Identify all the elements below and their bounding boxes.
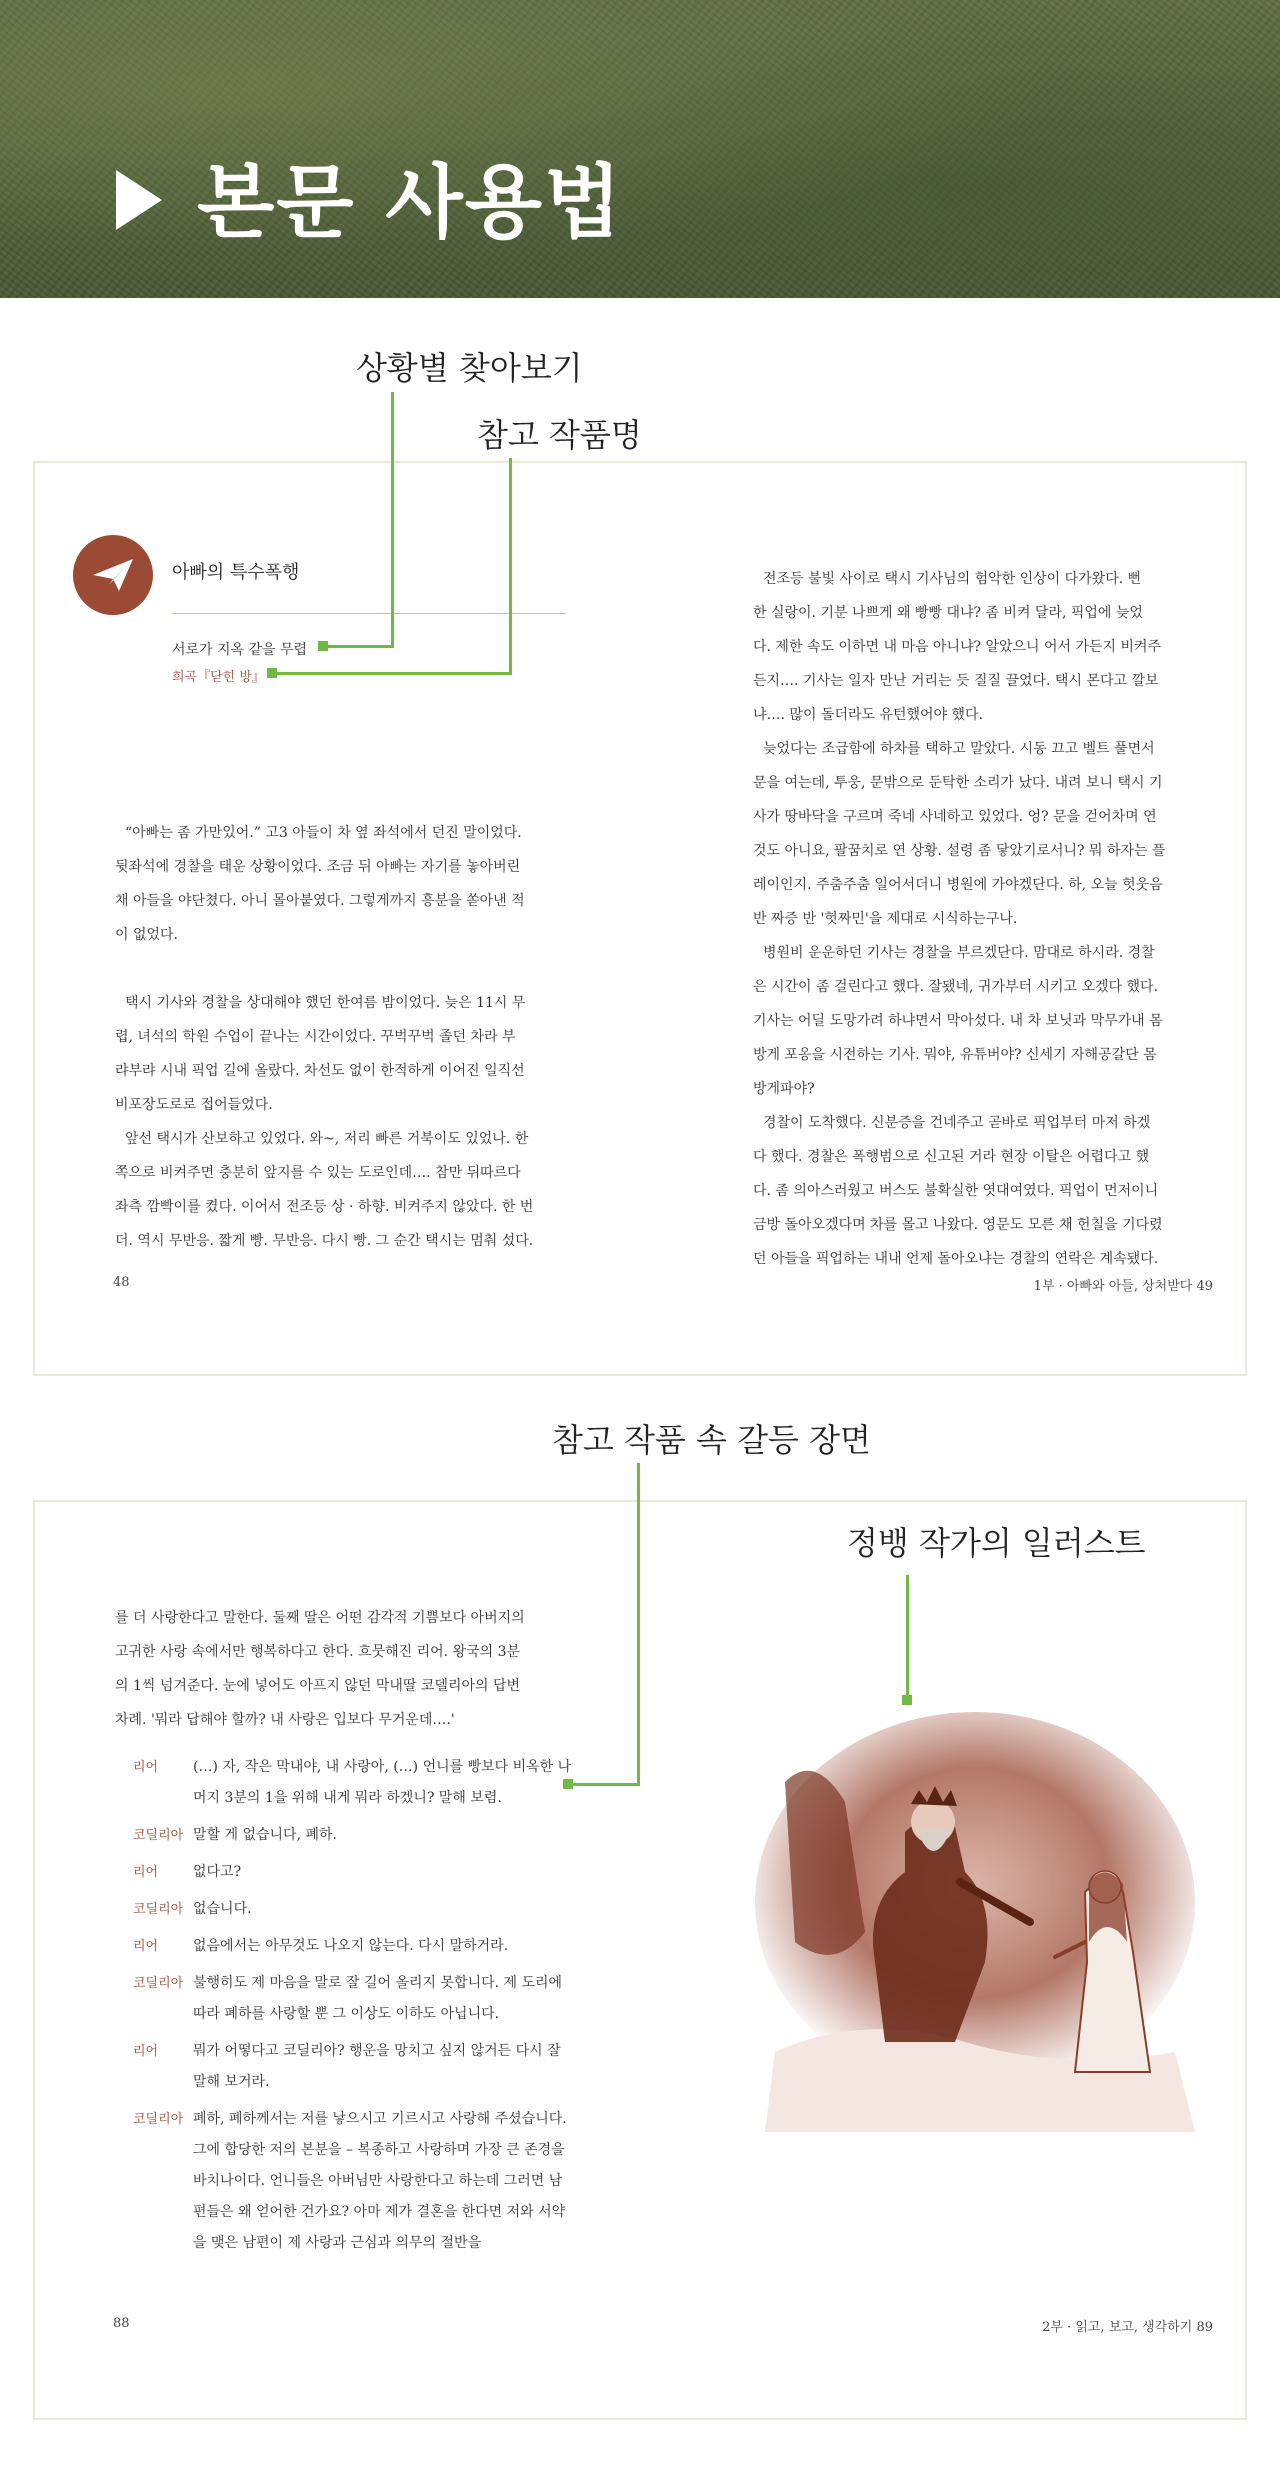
connector-dot <box>318 641 328 651</box>
text-line: “아빠는 좀 가만있어.” 고3 아들이 차 옆 좌석에서 던진 말이었다. <box>125 825 522 841</box>
text-line: 다. 좀 의아스러웠고 버스도 불확실한 엿대여였다. 픽업이 먼저이니 <box>753 1183 1159 1199</box>
dialogue-text: 불행히도 제 마음을 말로 잘 길어 올리지 못합니다. 제 도리에 따라 폐하를 사랑할 뿐 그 이상도 이하도 아닙니다. <box>193 1975 563 2022</box>
dialogue-line <box>133 1931 573 1962</box>
speaker-name: 리어 <box>133 1865 159 1880</box>
speaker-name: 코딜리아 <box>133 1976 184 1991</box>
text-line: 고귀한 사랑 속에서만 행복하다고 한다. 흐뭇해진 리어. 왕국의 3분 <box>115 1644 521 1660</box>
text-line: 한 실랑이. 기분 나쁘게 왜 빵빵 대냐? 좀 비켜 달라, 픽업에 늦었 <box>753 605 1143 621</box>
dialogue-line <box>133 2036 573 2098</box>
intro-text <box>115 1601 575 1737</box>
speaker-name: 리어 <box>133 1760 159 1775</box>
page-number-right: 2부 · 읽고, 보고, 생각하기 89 <box>1042 2320 1213 2335</box>
text-line: 좌측 깜빡이를 켰다. 이어서 전조등 상 · 하향. 비켜주지 않았다. 한 번 <box>115 1199 534 1215</box>
connector-line <box>277 672 512 675</box>
connector-line <box>509 458 512 675</box>
dialogue-line <box>133 2104 573 2259</box>
dialogue-text: 없다고? <box>193 1864 242 1880</box>
text-line: 다. 제한 속도 이하면 내 마음 아니냐? 알았으니 어서 가든지 비켜주 <box>753 639 1162 655</box>
callout-situation: 상황별 찾아보기 <box>356 349 583 387</box>
speaker-name: 코딜리아 <box>133 2112 184 2127</box>
connector-dot <box>267 668 277 678</box>
play-triangle-icon <box>116 170 162 230</box>
connector-line <box>327 645 394 648</box>
text-line: 전조등 불빛 사이로 택시 기사님의 험악한 인상이 다가왔다. 뻔 <box>763 571 1142 587</box>
dialogue-line <box>133 1820 573 1851</box>
speaker-name: 코딜리아 <box>133 1902 184 1917</box>
text-line: 병원비 운운하던 기사는 경찰을 부르겠단다. 맘대로 하시라. 경찰 <box>763 945 1155 961</box>
dialogue-line <box>133 1752 573 1814</box>
right-page-text <box>753 562 1213 1276</box>
text-line: 기사는 어딜 도망가려 하냐면서 막아섰다. 내 차 보닛과 막무가내 몸 <box>753 1013 1163 1029</box>
divider <box>172 613 566 614</box>
text-line: 금방 돌아오겠다며 차를 몰고 나왔다. 영문도 모른 채 헌칠을 기다렸 <box>753 1217 1163 1233</box>
text-line: 랴부랴 시내 픽업 길에 올랐다. 차선도 없이 한적하게 이어진 일직선 <box>115 1063 525 1079</box>
play-dialogue <box>133 1752 573 2265</box>
reference-title-label: 희곡『닫힌 방』 <box>172 670 265 685</box>
text-line: 비포장도로로 접어들었다. <box>115 1097 273 1113</box>
callout-illustrator: 정뱅 작가의 일러스트 <box>847 1524 1146 1562</box>
text-line: 차례. '뭐라 답해야 할까? 내 사랑은 입보다 무거운데….' <box>115 1712 455 1728</box>
book-spread-1 <box>33 461 1247 1376</box>
connector-line <box>906 1575 909 1695</box>
text-line: 경찰이 도착했다. 신분증을 건네주고 곧바로 픽업부터 마저 하겠 <box>763 1115 1151 1131</box>
text-line: 이 없었다. <box>115 927 178 943</box>
speaker-name: 리어 <box>133 1939 159 1954</box>
text-line: 던 아들을 픽업하는 내내 언제 돌아오냐는 경찰의 연락은 계속됐다. <box>753 1251 1159 1267</box>
speaker-name: 리어 <box>133 2044 159 2059</box>
dialogue-text: 없음에서는 아무것도 나오지 않는다. 다시 말하거라. <box>193 1938 509 1954</box>
callout-conflict-scene: 참고 작품 속 갈등 장면 <box>552 1421 871 1459</box>
dialogue-text: 말할 게 없습니다, 폐하. <box>193 1827 337 1843</box>
dialogue-text: 없습니다. <box>193 1901 252 1917</box>
connector-line <box>391 392 394 648</box>
text-line: 늦었다는 조급함에 하차를 택하고 말았다. 시동 끄고 벨트 풀면서 <box>763 741 1155 757</box>
text-line: 방게 포옹을 시전하는 기사. 뭐야, 유튜버야? 신세기 자해공갈단 몸 <box>753 1047 1157 1063</box>
text-line: 반 짜증 반 '헛짜민'을 제대로 시식하는구나. <box>753 911 1018 927</box>
text-line: 쪽으로 비켜주면 충분히 앞지를 수 있는 도로인데…. 참만 뒤따르다 <box>115 1165 521 1181</box>
connector-dot <box>563 1779 573 1789</box>
dialogue-text: (…) 자, 작은 막내야, 내 사랑아, (…) 언니를 빵보다 비옥한 나머지 3분의 1을 위해 내게 뭐라 하겠니? 말해 보렴. <box>193 1759 572 1806</box>
text-line: 레이인지. 주춤주춤 일어서더니 병원에 가야겠단다. 하, 오늘 헛웃음 <box>753 877 1163 893</box>
text-line: 은 시간이 좀 걸린다고 했다. 잘됐네, 귀가부터 시키고 오겠다 했다. <box>753 979 1159 995</box>
dialogue-line <box>133 1894 573 1925</box>
page-number-right: 1부 · 아빠와 아들, 상처받다 49 <box>1033 1279 1213 1294</box>
text-line: 의 1씩 넘겨준다. 눈에 넣어도 아프지 않던 막내딸 코델리아의 답변 <box>115 1678 521 1694</box>
callout-reference-title: 참고 작품명 <box>477 416 642 454</box>
page-number-left: 48 <box>113 1275 130 1290</box>
dialogue-text: 폐하, 폐하께서는 저를 낳으시고 기르시고 사랑해 주셨습니다. 그에 합당한 저의 본분을 – 복종하고 사랑하며 가장 큰 존경을 바치나이다. 언니들은 아버님만 사랑한다고 하는데 그러면 남편들은 왜 얻어한 건가요? 아마 제가 결혼을 한다면 저와 서약을 맺은 남편이 제 사랑과 근심과 의무의 절반을 <box>193 2111 567 2251</box>
text-line: 문을 여는데, 투웅, 문밖으로 둔탁한 소리가 났다. 내려 보니 택시 기 <box>753 775 1163 791</box>
chapter-title: 아빠의 특수폭행 <box>172 562 300 583</box>
dialogue-line <box>133 1968 573 2030</box>
book-spread-2 <box>33 1500 1247 2420</box>
page-number-left: 88 <box>113 2316 130 2331</box>
king-lear-illustration <box>755 1712 1217 2132</box>
connector-line <box>572 1783 640 1786</box>
text-line: 방게파야? <box>753 1081 815 1097</box>
text-line: 사가 땅바닥을 구르며 죽네 사네하고 있었다. 엉? 문을 걷어차며 연 <box>753 809 1157 825</box>
text-line: 렵, 녀석의 학원 수업이 끝나는 시간이었다. 꾸벅꾸벅 졸던 차라 부 <box>115 1029 516 1045</box>
speaker-name: 코딜리아 <box>133 1828 184 1843</box>
dialogue-text: 뭐가 어떻다고 코딜리아? 행운을 망치고 싶지 않거든 다시 잘 말해 보거라. <box>193 2043 561 2090</box>
header-banner <box>0 0 1280 298</box>
text-line: 채 아들을 야단쳤다. 아니 몰아붙였다. 그렇게까지 흥분을 쏟아낸 적 <box>115 893 525 909</box>
connector-line <box>637 1463 640 1786</box>
dialogue-line <box>133 1857 573 1888</box>
text-line: 택시 기사와 경찰을 상대해야 했던 한여름 밤이었다. 늦은 11시 무 <box>125 995 526 1011</box>
page-title: 본문 사용법 <box>197 156 624 249</box>
paper-plane-icon <box>73 535 153 615</box>
situation-label: 서로가 지옥 같을 무렵 <box>172 642 308 658</box>
left-page-text <box>115 816 575 1258</box>
text-line: 를 더 사랑한다고 말한다. 둘째 딸은 어떤 감각적 기쁨보다 아버지의 <box>115 1610 525 1626</box>
text-line: 다 했다. 경찰은 폭행범으로 신고된 거라 현장 이탈은 어렵다고 했 <box>753 1149 1150 1165</box>
connector-dot <box>902 1695 912 1705</box>
text-line: 뒷좌석에 경찰을 태운 상황이었다. 조금 뒤 아빠는 자기를 놓아버린 <box>115 859 521 875</box>
text-line: 냐…. 많이 돌더라도 유턴했어야 했다. <box>753 707 984 723</box>
text-line: 앞선 택시가 산보하고 있었다. 와~, 저리 빠른 거북이도 있었나. 한 <box>125 1131 529 1147</box>
text-line: 것도 아니요, 팔꿈치로 연 상황. 설령 좀 닿았기로서니? 뭐 하자는 플 <box>753 843 1166 859</box>
text-line: 더. 역시 무반응. 짧게 빵. 무반응. 다시 빵. 그 순간 택시는 멈춰 섰다. <box>115 1233 534 1249</box>
text-line: 든지…. 기사는 일자 만난 거리는 듯 질질 끌었다. 택시 몬다고 깔보 <box>753 673 1159 689</box>
